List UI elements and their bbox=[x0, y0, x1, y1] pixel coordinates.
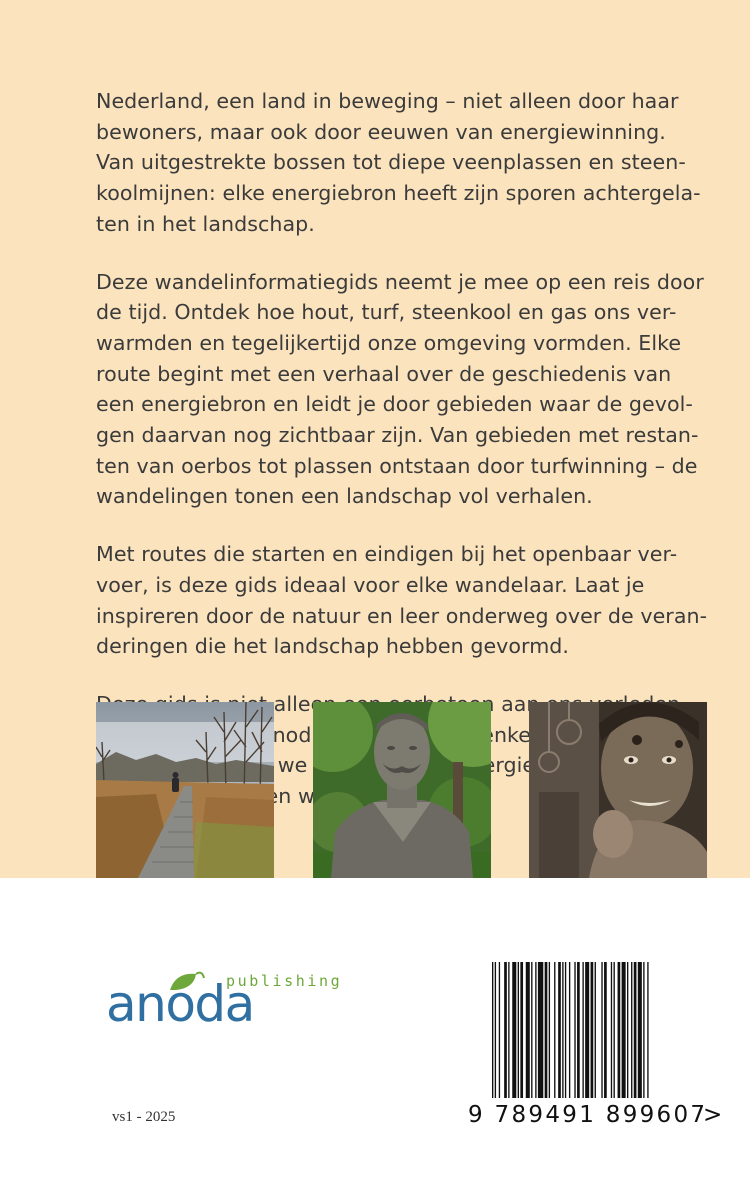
line: Deze wandelinformatiegids neemt je mee op een reis door bbox=[96, 269, 704, 294]
line: ten van oerbos tot plassen ontstaan door turfwinning – de bbox=[96, 453, 698, 478]
isbn-number: 9 789491 899607 bbox=[468, 1102, 708, 1128]
line: we bbox=[277, 753, 308, 778]
line: wij bbox=[297, 784, 327, 809]
line: bewoners, maar ook door eeuwen van energiewinning. bbox=[96, 119, 666, 144]
line: inspireren door de natuur en leer onderweg over de veran- bbox=[96, 603, 708, 628]
version-label: vs1 - 2025 bbox=[112, 1109, 176, 1125]
line: Nederland, een land in beweging – niet alleen door haar bbox=[96, 89, 679, 113]
paragraph-3 bbox=[96, 539, 716, 662]
isbn-barcode bbox=[458, 962, 723, 1128]
line: deringen die het landschap hebben gevormd. bbox=[96, 634, 570, 659]
barcode-bars-icon bbox=[492, 962, 692, 1098]
line: de tijd. Ontdek hoe hout, turf, steenkool en gas ons ver- bbox=[96, 300, 677, 325]
publisher-tagline: publishing bbox=[226, 972, 343, 990]
paragraph-2 bbox=[96, 267, 716, 513]
publisher-logo bbox=[106, 968, 346, 1040]
publisher-name: anoda bbox=[106, 975, 254, 1033]
bust-statue-photo bbox=[313, 702, 491, 878]
line: Van uitgestrekte bossen tot diepe veenplassen en steen- bbox=[96, 150, 686, 175]
line: route begint met een verhaal over de geschiedenis van bbox=[96, 361, 672, 386]
line: alleen aan bbox=[273, 691, 540, 716]
line: uitnodiging denken bbox=[245, 722, 545, 747]
paragraph-1 bbox=[96, 86, 716, 240]
line: koolmijnen: elke energiebron heeft zijn sporen achtergela- bbox=[96, 181, 701, 206]
line: een energiebron en leidt je door gebieden waar de gevol- bbox=[96, 392, 693, 417]
line: warmden en tegelijkertijd onze omgeving vormden. Elke bbox=[96, 330, 682, 355]
line: Met routes die starten en eindigen bij het openbaar ver- bbox=[96, 542, 678, 567]
miner-portrait-photo bbox=[529, 702, 707, 878]
line: wandelingen tonen een landschap vol verhalen. bbox=[96, 484, 593, 509]
line: voer, is deze gids ideaal voor elke wandelaar. Laat je bbox=[96, 572, 645, 597]
boardwalk-photo bbox=[96, 702, 274, 878]
isbn-arrow: > bbox=[703, 1102, 723, 1128]
line: ten in het landschap. bbox=[96, 211, 315, 236]
line: gen daarvan nog zichtbaar zijn. Van gebieden met restan- bbox=[96, 423, 699, 448]
